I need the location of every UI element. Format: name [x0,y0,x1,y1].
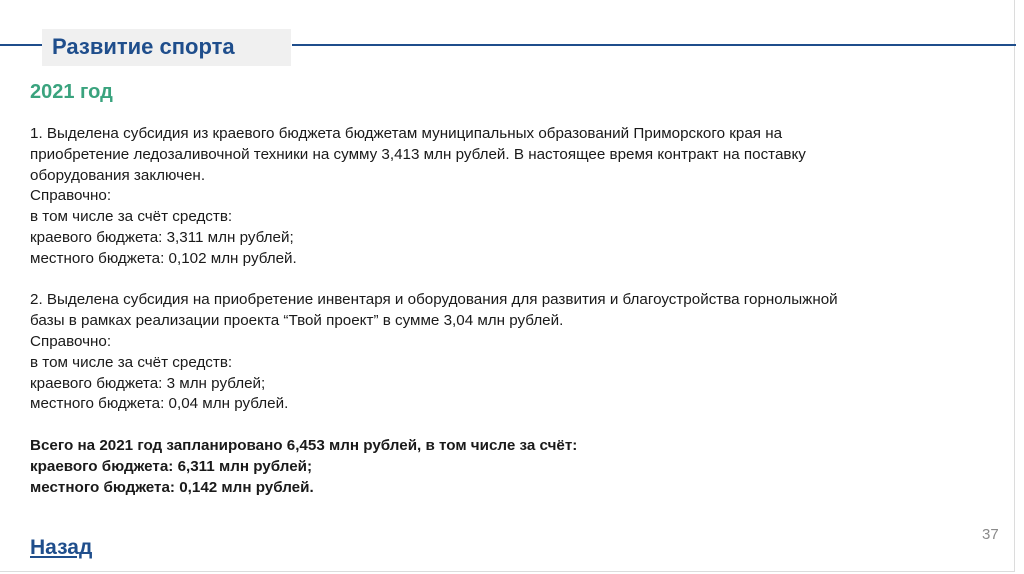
item-2-local-budget: местного бюджета: 0,04 млн рублей. [30,395,289,413]
item-2-regional-budget: краевого бюджета: 3 млн рублей; [30,374,266,392]
total-summary [30,436,960,498]
page-title: Развитие спорта [52,34,235,59]
item-2-reference-label: Справочно: [30,332,112,350]
item-2-line-2: базы в рамках реализации проекта “Твой проект” в сумме 3,04 млн рублей. [30,312,564,330]
total-local-budget: местного бюджета: 0,142 млн рублей. [30,478,314,496]
item-2 [30,290,960,415]
spacer [30,415,960,436]
item-2-line-1: 2. Выделена субсидия на приобретение инвентаря и оборудования для развития и благоустройства горнолыжной [30,291,838,309]
header-rule-right [292,44,1016,46]
total-regional-budget: краевого бюджета: 6,311 млн рублей; [30,457,313,475]
item-1-line-3: оборудования заключен. [30,166,206,184]
content-body [30,124,960,498]
item-1-local-budget: местного бюджета: 0,102 млн рублей. [30,249,297,267]
item-2-reference-intro: в том числе за счёт средств: [30,353,233,371]
spacer [30,270,960,291]
total-line-1: Всего на 2021 год запланировано 6,453 млн рублей, в том числе за счёт: [30,436,578,454]
item-1-line-2: приобретение ледозаливочной техники на сумму 3,413 млн рублей. В настоящее время контракт на поставку [30,145,806,163]
item-1-reference-intro: в том числе за счёт средств: [30,208,233,226]
item-1-regional-budget: краевого бюджета: 3,311 млн рублей; [30,228,294,246]
item-1-reference-label: Справочно: [30,187,112,205]
year-heading: 2021 год [30,81,113,103]
item-1 [30,124,960,270]
back-link[interactable]: Назад [30,536,93,559]
page-number: 37 [982,526,999,543]
item-1-line-1: 1. Выделена субсидия из краевого бюджета бюджетам муниципальных образований Приморского края на [30,125,783,142]
